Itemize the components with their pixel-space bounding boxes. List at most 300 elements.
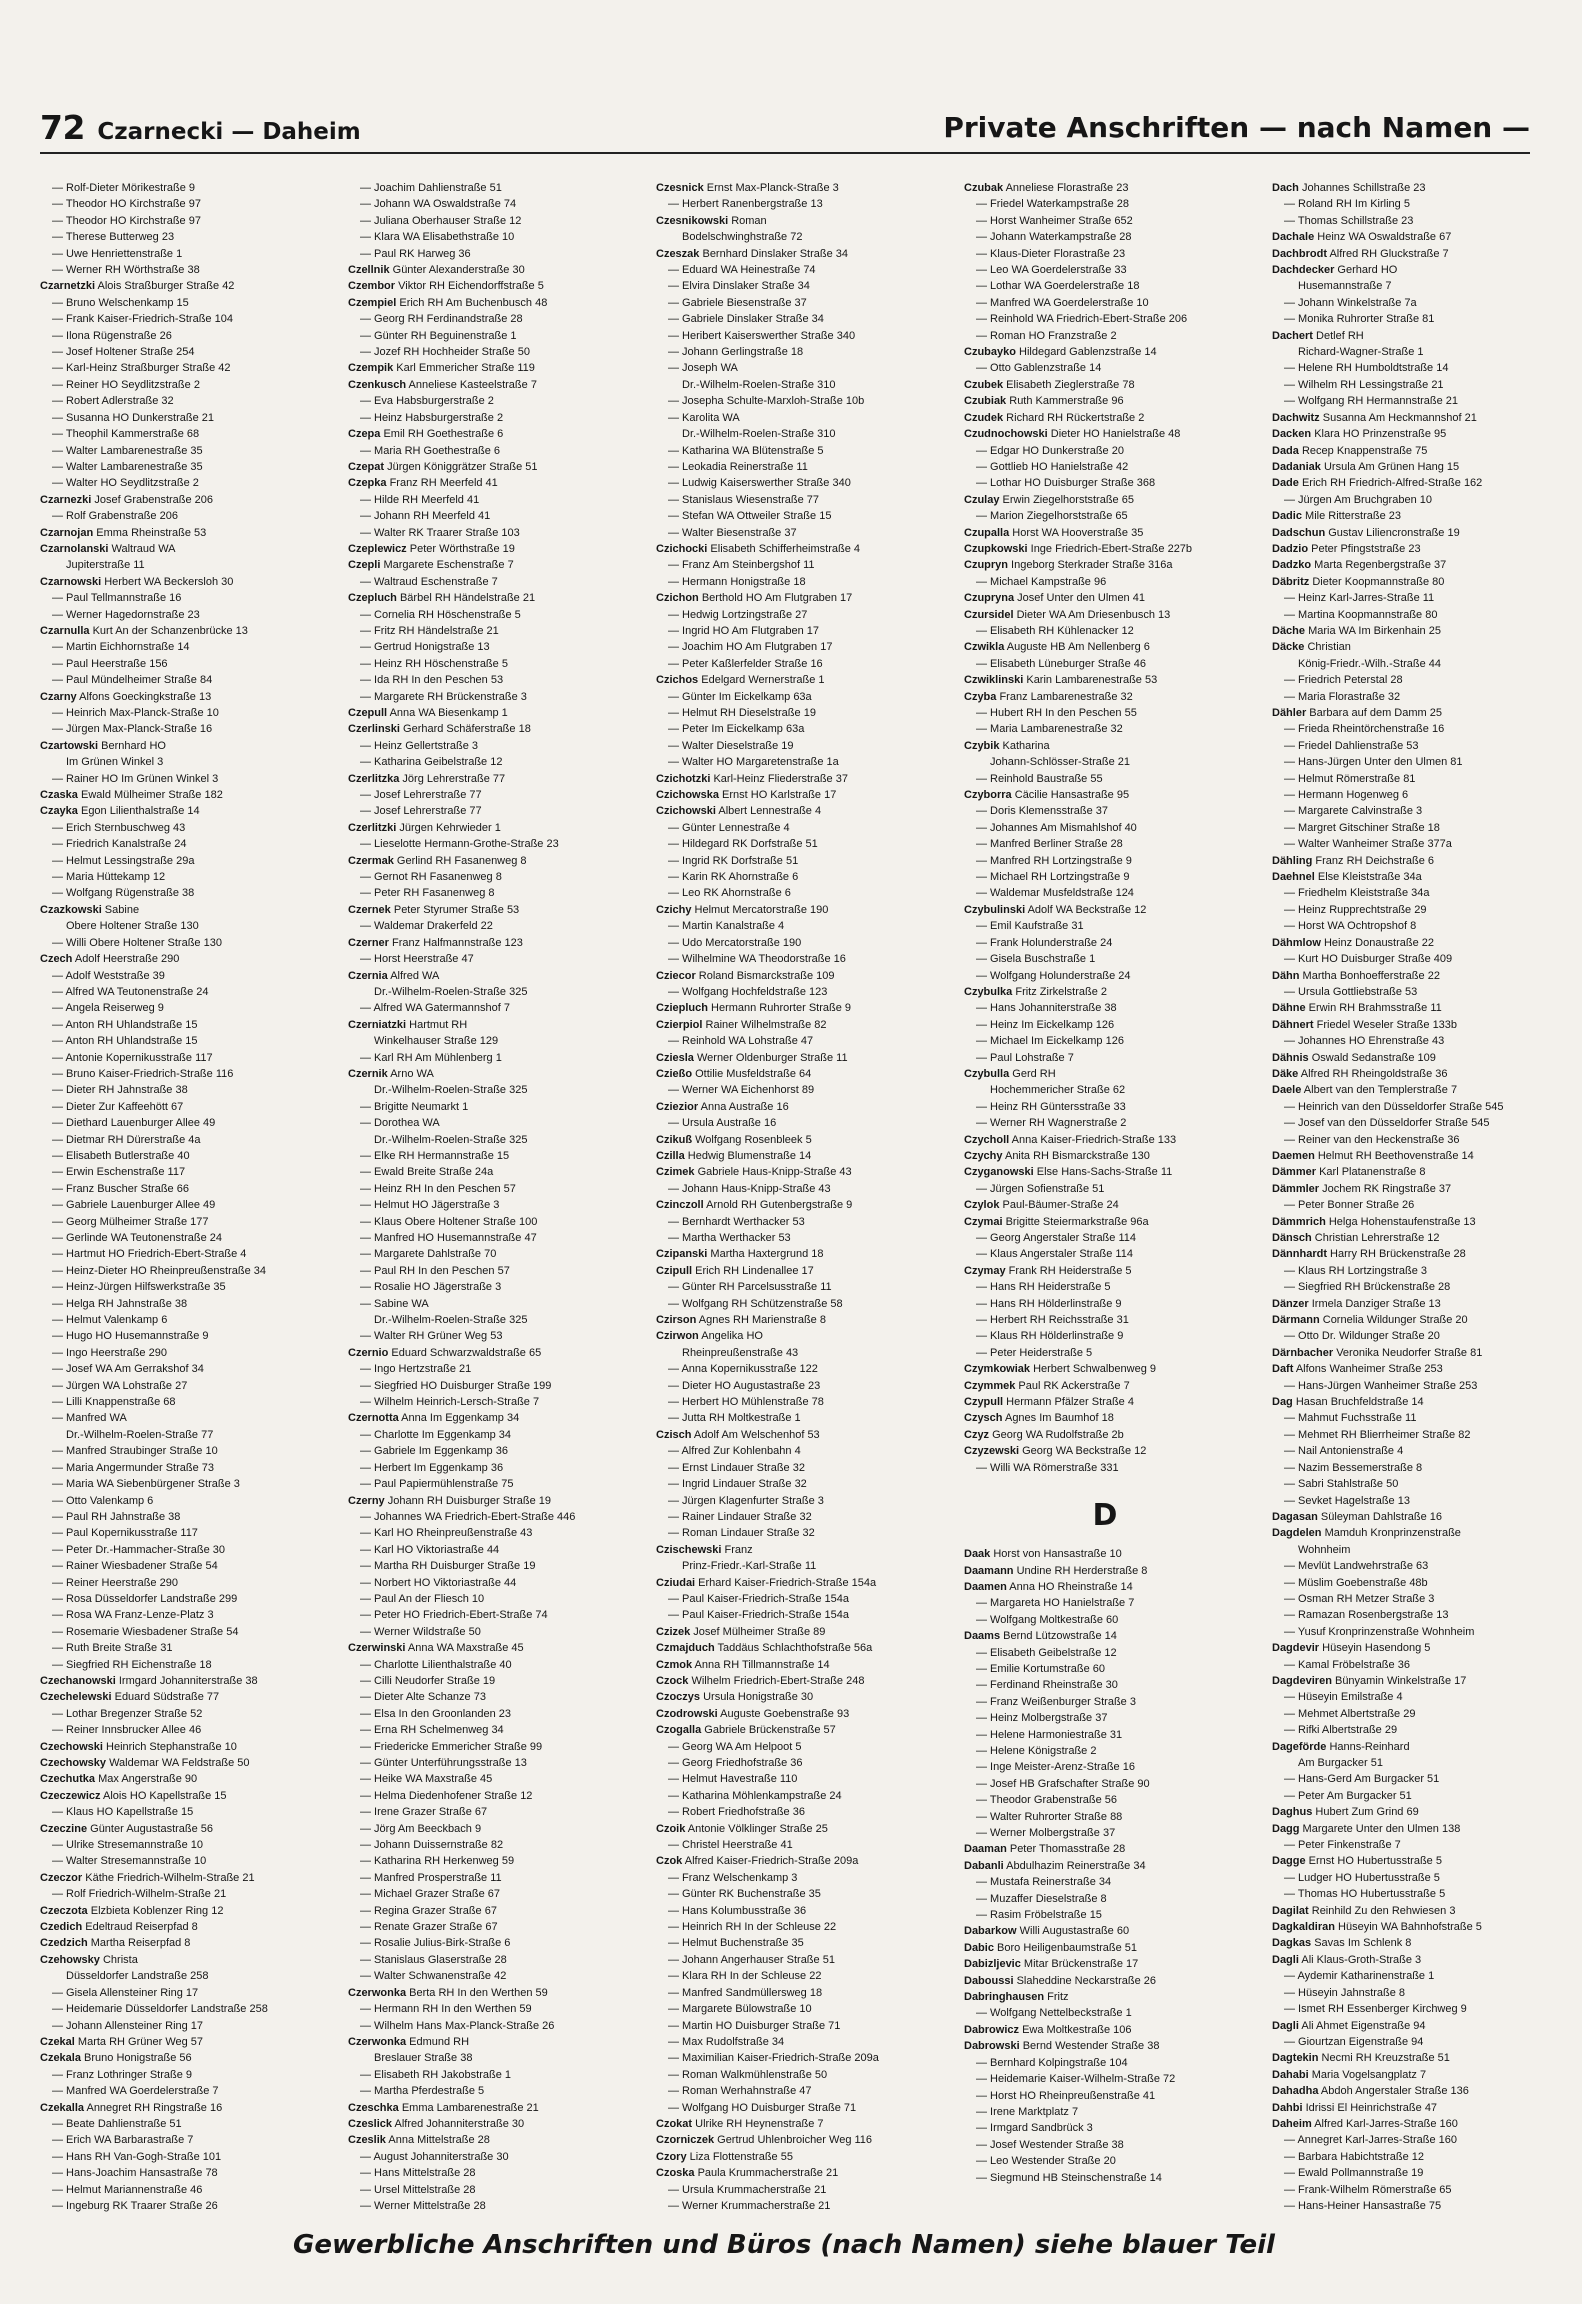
- directory-entry: — Hans-Heiner Hansastraße 75: [1284, 2199, 1442, 2212]
- directory-entry: — Gabriele Dinslaker Straße 34: [668, 313, 824, 326]
- directory-entry: — Stanislaus Glaserstraße 28: [360, 1953, 507, 1966]
- directory-entry: Daele Albert van den Templerstraße 7: [1272, 1084, 1458, 1097]
- directory-entry: Dadzio Peter Pfingststraße 23: [1272, 542, 1421, 555]
- directory-entry: Czenkusch Anneliese Kasteelstraße 7: [348, 378, 537, 391]
- directory-entry: — Heinrich RH In der Schleuse 22: [668, 1921, 837, 1934]
- directory-entry: Dabringhausen Fritz: [964, 1991, 1069, 2004]
- directory-entry: — Karolita WA: [668, 411, 740, 424]
- directory-entry: Dabic Boro Heiligenbaumstraße 51: [964, 1941, 1138, 1954]
- directory-entry: — Ulrike Stresemannstraße 10: [52, 1839, 203, 1852]
- directory-entry: — Anton RH Uhlandstraße 15: [52, 1018, 198, 1031]
- directory-entry: — Heidemarie Kaiser-Wilhelm-Straße 72: [976, 2073, 1176, 2086]
- directory-entry: — Maria Hüttekamp 12: [52, 871, 166, 884]
- directory-entry: Czerlitzka Jörg Lehrerstraße 77: [348, 772, 506, 785]
- directory-entry: Czekala Bruno Honigstraße 56: [40, 2052, 192, 2065]
- directory-entry: — Ingo Heerstraße 290: [52, 1346, 167, 1359]
- directory-entry: Dähne Erwin RH Brahmsstraße 11: [1272, 1002, 1442, 1015]
- directory-entry: — Thomas Schillstraße 23: [1284, 214, 1414, 227]
- header-rule: [40, 152, 1530, 154]
- directory-entry: — Martina Koopmannstraße 80: [1284, 608, 1438, 621]
- directory-entry: — Helga RH Jahnstraße 38: [52, 1297, 188, 1310]
- directory-entry: Czechowsky Waldemar WA Feldstraße 50: [40, 1757, 250, 1769]
- directory-entry: — Werner Mittelstraße 28: [360, 2199, 486, 2212]
- directory-entry: Czeslik Anna Mittelstraße 28: [348, 2134, 490, 2147]
- directory-entry: — Sevket Hagelstraße 13: [1284, 1494, 1410, 1507]
- directory-entry: — Werner RH Wagnerstraße 2: [976, 1117, 1127, 1130]
- directory-entry: — Alfred WA Teutonenstraße 24: [52, 985, 209, 998]
- entry-continuation: Dr.-Wilhelm-Roelen-Straße 325: [374, 985, 528, 998]
- directory-entry: — Werner Krummacherstraße 21: [668, 2199, 831, 2212]
- directory-entry: — Paul Tellmannstraße 16: [52, 592, 182, 605]
- directory-entry: Czylok Paul-Bäumer-Straße 24: [964, 1199, 1119, 1212]
- entry-continuation: Breslauer Straße 38: [374, 2052, 473, 2065]
- directory-entry: — Rolf-Dieter Mörikestraße 9: [52, 182, 196, 194]
- directory-entry: — Dieter RH Jahnstraße 38: [52, 1084, 188, 1097]
- directory-entry: Czokat Ulrike RH Heynenstraße 7: [656, 2117, 824, 2130]
- directory-entry: Czechutka Max Angerstraße 90: [40, 1773, 198, 1786]
- directory-entry: — Frank-Wilhelm Römerstraße 65: [1284, 2183, 1452, 2196]
- directory-entry: Czybulka Fritz Zirkelstraße 2: [964, 985, 1108, 998]
- directory-entry: — Johannes HO Ehrenstraße 43: [1284, 1035, 1445, 1048]
- directory-entry: — Willi Obere Holtener Straße 130: [52, 936, 222, 949]
- directory-entry: — Elisabeth RH Jakobstraße 1: [360, 2068, 512, 2081]
- directory-entry: — Hedwig Lortzingstraße 27: [668, 608, 808, 621]
- directory-entry: Czekalla Annegret RH Ringstraße 16: [40, 2101, 223, 2114]
- directory-entry: — Manfred WA: [52, 1412, 127, 1425]
- directory-entry: — Bernhard Kolpingstraße 104: [976, 2056, 1128, 2069]
- directory-entry: — Herbert HO Mühlenstraße 78: [668, 1396, 824, 1409]
- directory-entry: Czupryn Ingeborg Sterkrader Straße 316a: [964, 559, 1173, 572]
- directory-entry: — Heinz RH Güntersstraße 33: [976, 1100, 1126, 1113]
- directory-entry: — Edgar HO Dunkerstraße 20: [976, 444, 1124, 457]
- directory-entry: — Rainer Lindauer Straße 32: [668, 1510, 812, 1523]
- directory-entry: — Inge Meister-Arenz-Straße 16: [976, 1761, 1135, 1774]
- directory-entry: — Paul Kopernikusstraße 117: [52, 1527, 198, 1540]
- directory-entry: — Brigitte Neumarkt 1: [360, 1100, 469, 1113]
- directory-entry: Cziepluch Hermann Ruhrorter Straße 9: [656, 1002, 852, 1015]
- directory-entry: Dagg Margarete Unter den Ulmen 138: [1272, 1822, 1461, 1835]
- directory-entry: — Joachim Dahlienstraße 51: [360, 182, 502, 194]
- directory-entry: — Klara RH In der Schleuse 22: [668, 1970, 822, 1983]
- entry-continuation: Rheinpreußenstraße 43: [682, 1346, 799, 1359]
- directory-entry: — Leo Westender Straße 20: [976, 2155, 1116, 2168]
- directory-entry: Czerny Johann RH Duisburger Straße 19: [348, 1494, 551, 1507]
- page-header: [40, 108, 1530, 152]
- directory-entry: Dachbrodt Alfred RH Gluckstraße 7: [1272, 247, 1449, 260]
- directory-entry: — August Johanniterstraße 30: [360, 2150, 509, 2163]
- directory-entry: Czeplewicz Peter Wörthstraße 19: [348, 542, 515, 555]
- directory-entry: — Mustafa Reinerstraße 34: [976, 1876, 1112, 1889]
- directory-entry: — Helmut Valenkamp 6: [52, 1314, 168, 1327]
- directory-entry: Czarnezki Josef Grabenstraße 206: [40, 493, 214, 506]
- directory-entry: — Helmut Havestraße 110: [668, 1773, 798, 1786]
- directory-entry: — Heinz RH Höschenstraße 5: [360, 657, 508, 670]
- directory-entry: — Rainer Wiesbadener Straße 54: [52, 1560, 218, 1573]
- directory-entry: Czedich Edeltraud Reiserpfad 8: [40, 1921, 198, 1934]
- directory-entry: Dahbi Idrissi El Heinrichstraße 47: [1272, 2101, 1438, 2114]
- directory-entry: — Maximilian Kaiser-Friedrich-Straße 209a: [668, 2052, 879, 2065]
- directory-entry: — Hans-Joachim Hansastraße 78: [52, 2167, 218, 2180]
- directory-entry: — Horst Heerstraße 47: [360, 953, 474, 966]
- directory-entry: — Lothar Bregenzer Straße 52: [52, 1707, 203, 1720]
- directory-entry: Czesnikowski Roman: [656, 214, 767, 227]
- directory-entry: Czudnochowski Dieter HO Hanielstraße 48: [964, 428, 1181, 441]
- directory-entry: — Manfred WA Goerdelerstraße 10: [976, 296, 1149, 309]
- directory-entry: — Rasim Fröbelstraße 15: [976, 1909, 1102, 1922]
- directory-entry: Czikuß Wolfgang Rosenbleek 5: [656, 1133, 812, 1146]
- directory-entry: Czichowska Ernst HO Karlstraße 17: [656, 789, 837, 802]
- directory-entry: — Herbert RH Reichsstraße 31: [976, 1314, 1129, 1327]
- directory-entry: — Josef Lehrerstraße 77: [360, 789, 482, 802]
- directory-entry: Czypull Hermann Pfälzer Straße 4: [964, 1396, 1134, 1409]
- directory-entry: — Therese Butterweg 23: [52, 231, 175, 244]
- directory-entry: — Walter Wanheimer Straße 377a: [1284, 838, 1452, 851]
- directory-entry: — Gertrud Honigstraße 13: [360, 641, 490, 654]
- directory-entry: Dahabi Maria Vogelsangplatz 7: [1272, 2068, 1427, 2081]
- directory-entry: Czechanowski Irmgard Johanniterstraße 38: [40, 1674, 258, 1687]
- directory-entry: — Georg WA Am Helpoot 5: [668, 1740, 802, 1753]
- directory-entry: — Paul An der Fliesch 10: [360, 1592, 485, 1605]
- directory-entry: Dade Erich RH Friedrich-Alfred-Straße 162: [1272, 477, 1483, 490]
- directory-entry: — Georg Friedhofstraße 36: [668, 1757, 803, 1769]
- directory-entry: Dachert Detlef RH: [1272, 329, 1364, 342]
- directory-entry: — Johann RH Meerfeld 41: [360, 510, 491, 523]
- entry-continuation: Düsseldorfer Landstraße 258: [66, 1970, 209, 1983]
- directory-entry: — Peter Am Burgacker 51: [1284, 1789, 1412, 1802]
- directory-entry: — Roman Lindauer Straße 32: [668, 1527, 815, 1540]
- directory-entry: — Hilde RH Meerfeld 41: [360, 493, 480, 506]
- directory-entry: — Heinz-Jürgen Hilfswerkstraße 35: [52, 1281, 226, 1294]
- directory-entry: — Stefan WA Ottweiler Straße 15: [668, 510, 832, 523]
- directory-entry: — Paul RH Jahnstraße 38: [52, 1510, 181, 1523]
- directory-entry: — Friedel Waterkampstraße 28: [976, 198, 1130, 211]
- directory-entry: — Michael Kampstraße 96: [976, 575, 1107, 588]
- directory-entry: — Elsa In den Groonlanden 23: [360, 1707, 512, 1720]
- directory-entry: — Paul RK Harweg 36: [360, 247, 471, 260]
- directory-entry: Czorniczek Gertrud Uhlenbroicher Weg 116: [656, 2134, 873, 2147]
- directory-entry: — Friedrich Kanalstraße 24: [52, 838, 187, 851]
- directory-entry: — Juliana Oberhauser Straße 12: [360, 214, 522, 227]
- directory-entry: — Rosa WA Franz-Lenze-Platz 3: [52, 1609, 214, 1622]
- directory-entry: — Max Rudolfstraße 34: [668, 2035, 785, 2048]
- directory-entry: Daamann Undine RH Herderstraße 8: [964, 1564, 1148, 1577]
- directory-entry: — Georg Mülheimer Straße 177: [52, 1215, 209, 1228]
- directory-entry: — Irene Grazer Straße 67: [360, 1806, 488, 1819]
- directory-entry: Czoczys Ursula Honigstraße 30: [656, 1691, 814, 1704]
- directory-entry: Czyborra Cäcilie Hansastraße 95: [964, 789, 1130, 802]
- directory-entry: — Günter RH Parcelsusstraße 11: [668, 1281, 832, 1294]
- directory-entry: Czernik Arno WA: [348, 1067, 434, 1080]
- directory-entry: — Gabriele Lauenburger Allee 49: [52, 1199, 216, 1212]
- directory-entry: — Frank Kaiser-Friedrich-Straße 104: [52, 313, 233, 326]
- directory-entry: — Heinz Molbergstraße 37: [976, 1712, 1108, 1725]
- directory-entry: — Yusuf Kronprinzenstraße Wohnheim: [1284, 1625, 1475, 1638]
- directory-entry: — Ingo Hertzstraße 21: [360, 1363, 472, 1376]
- directory-entry: Czudek Richard RH Rückertstraße 2: [964, 411, 1145, 424]
- directory-entry: Däke Alfred RH Rheingoldstraße 36: [1272, 1067, 1448, 1080]
- directory-entry: — Beate Dahlienstraße 51: [52, 2117, 182, 2130]
- directory-entry: — Wolfgang Nettelbeckstraße 1: [976, 2007, 1132, 2020]
- directory-entry: — Alfred Zur Kohlenbahn 4: [668, 1445, 801, 1458]
- directory-entry: — Jürgen Max-Planck-Straße 16: [52, 723, 213, 736]
- entry-continuation: König-Friedr.-Wilh.-Straße 44: [1298, 657, 1442, 670]
- directory-entry: — Peter Kaßlerfelder Straße 16: [668, 657, 823, 670]
- directory-entry: — Cilli Neudorfer Straße 19: [360, 1674, 496, 1687]
- directory-entry: Czirwon Angelika HO: [656, 1330, 763, 1343]
- directory-entry: Czerlinski Gerhard Schäferstraße 18: [348, 723, 531, 736]
- directory-entry: Daemen Helmut RH Beethovenstraße 14: [1272, 1149, 1474, 1162]
- entry-continuation: Dr.-Wilhelm-Roelen-Straße 325: [374, 1314, 528, 1327]
- directory-entry: — Johann Haus-Knipp-Straße 43: [668, 1182, 831, 1195]
- directory-entry: — Antonie Kopernikusstraße 117: [52, 1051, 213, 1064]
- directory-entry: Dach Johannes Schillstraße 23: [1272, 182, 1426, 194]
- directory-entry: — Karl RH Am Mühlenberg 1: [360, 1051, 502, 1064]
- directory-entry: — Manfred WA Goerdelerstraße 7: [52, 2085, 219, 2098]
- section-letter: D: [1092, 1498, 1118, 1534]
- directory-entry: — Bruno Welschenkamp 15: [52, 296, 189, 309]
- directory-entry: — Wilhelm RH Lessingstraße 21: [1284, 378, 1444, 391]
- directory-entry: — Paul Mündelheimer Straße 84: [52, 674, 213, 687]
- directory-entry: — Peter HO Friedrich-Ebert-Straße 74: [360, 1609, 548, 1622]
- directory-entry: — Walter Lambarenestraße 35: [52, 444, 203, 457]
- directory-entry: Czarnulla Kurt An der Schanzenbrücke 13: [40, 624, 248, 637]
- directory-entry: — Katharina RH Herkenweg 59: [360, 1855, 515, 1868]
- directory-entry: Czwikla Auguste HB Am Nellenberg 6: [964, 641, 1150, 654]
- directory-entry: — Erich Sternbuschweg 43: [52, 821, 186, 834]
- directory-entry: Czepli Margarete Eschenstraße 7: [348, 559, 514, 572]
- directory-entry: — Manfred RH Lortzingstraße 9: [976, 854, 1132, 867]
- directory-entry: Czupryna Josef Unter den Ulmen 41: [964, 592, 1145, 605]
- directory-entry: — Ursula Austraße 16: [668, 1117, 777, 1130]
- directory-entry: — Johann Angerhauser Straße 51: [668, 1953, 835, 1966]
- directory-entry: Dada Recep Knappenstraße 75: [1272, 444, 1428, 457]
- directory-entry: Czeczor Käthe Friedrich-Wilhelm-Straße 21: [40, 1871, 255, 1884]
- directory-entry: Dachdecker Gerhard HO: [1272, 264, 1398, 277]
- directory-entry: Czech Adolf Heerstraße 290: [40, 953, 180, 966]
- directory-entry: Czodrowski Auguste Goebenstraße 93: [656, 1707, 850, 1720]
- directory-entry: — Franz Buscher Straße 66: [52, 1182, 189, 1195]
- directory-entry: — Ludwig Kaiserswerther Straße 340: [668, 477, 851, 490]
- directory-entry: — Mevlüt Landwehrstraße 63: [1284, 1560, 1429, 1573]
- directory-entry: — Helmut Römerstraße 81: [1284, 772, 1416, 785]
- directory-entry: — Willi WA Römerstraße 331: [976, 1461, 1119, 1474]
- directory-entry: Czwiklinski Karin Lambarenestraße 53: [964, 674, 1158, 687]
- directory-entry: Czyganowski Else Hans-Sachs-Straße 11: [964, 1166, 1173, 1179]
- directory-entry: — Walter Ruhrorter Straße 88: [976, 1810, 1123, 1823]
- entry-continuation: Am Burgacker 51: [1298, 1757, 1383, 1769]
- directory-entry: Czirson Agnes RH Marienstraße 8: [656, 1314, 826, 1327]
- directory-entry: — Herbert Im Eggenkamp 36: [360, 1461, 504, 1474]
- directory-columns: [40, 180, 1548, 2212]
- directory-entry: — Emilie Kortumstraße 60: [976, 1662, 1105, 1675]
- directory-entry: Dämmler Jochem RK Ringstraße 37: [1272, 1182, 1452, 1195]
- directory-entry: — Heinz Im Eickelkamp 126: [976, 1018, 1115, 1031]
- directory-entry: — Michael RH Lortzingstraße 9: [976, 871, 1130, 884]
- directory-entry: Dagilat Reinhild Zu den Rehwiesen 3: [1272, 1904, 1456, 1917]
- directory-entry: — Katharina Geibelstraße 12: [360, 756, 503, 769]
- directory-entry: Dabrowski Bernd Westender Straße 38: [964, 2040, 1160, 2053]
- directory-entry: — Helmut HO Jägerstraße 3: [360, 1199, 500, 1212]
- directory-entry: — Walter Lambarenestraße 35: [52, 460, 203, 473]
- directory-entry: — Marion Ziegelhorststraße 65: [976, 510, 1128, 523]
- directory-entry: — Hugo HO Husemannstraße 9: [52, 1330, 209, 1343]
- directory-entry: — Uwe Henriettenstraße 1: [52, 247, 183, 260]
- directory-entry: — Lothar HO Duisburger Straße 368: [976, 477, 1156, 490]
- directory-entry: Czysch Agnes Im Baumhof 18: [964, 1412, 1114, 1425]
- entry-continuation: Jupiterstraße 11: [66, 559, 145, 572]
- directory-entry: — Wolfgang HO Duisburger Straße 71: [668, 2101, 857, 2114]
- directory-entry: — Peter Dr.-Hammacher-Straße 30: [52, 1543, 225, 1556]
- directory-entry: — Ingrid RK Dorfstraße 51: [668, 854, 799, 867]
- directory-entry: — Margareta HO Hanielstraße 7: [976, 1597, 1135, 1610]
- directory-entry: — Josef Holtener Straße 254: [52, 346, 195, 359]
- directory-entry: Däbritz Dieter Koopmannstraße 80: [1272, 575, 1445, 588]
- directory-entry: Czischewski Franz: [656, 1543, 753, 1556]
- directory-entry: — Ingeburg RK Traarer Straße 26: [52, 2199, 218, 2212]
- directory-entry: — Bernhardt Werthacker 53: [668, 1215, 805, 1228]
- directory-entry: Dagkaldiran Hüseyin WA Bahnhofstraße 5: [1272, 1921, 1482, 1934]
- directory-entry: — Heinz Habsburgerstraße 2: [360, 411, 504, 424]
- directory-entry: — Mehmet RH Blierrheimer Straße 82: [1284, 1428, 1471, 1441]
- directory-entry: Czisch Adolf Am Welschenhof 53: [656, 1428, 820, 1441]
- directory-entry: Dadschun Gustav Liliencronstraße 19: [1272, 526, 1460, 539]
- entry-continuation: Dr.-Wilhelm-Roelen-Straße 325: [374, 1133, 528, 1146]
- directory-entry: — Georg RH Ferdinandstraße 28: [360, 313, 523, 326]
- directory-entry: — Peter RH Fasanenweg 8: [360, 887, 495, 900]
- directory-entry: — Rolf Friedrich-Wilhelm-Straße 21: [52, 1888, 227, 1901]
- directory-entry: — Regina Grazer Straße 67: [360, 1904, 497, 1917]
- directory-entry: Daams Bernd Lützowstraße 14: [964, 1630, 1117, 1643]
- directory-entry: — Walter RH Grüner Weg 53: [360, 1330, 503, 1343]
- directory-entry: — Günter Unterführungsstraße 13: [360, 1757, 527, 1769]
- directory-entry: — Waldemar Drakerfeld 22: [360, 920, 493, 933]
- directory-entry: — Paul Lohstraße 7: [976, 1051, 1074, 1064]
- directory-entry: Czarnowski Herbert WA Beckersloh 30: [40, 575, 234, 588]
- directory-entry: — Ursula Krummacherstraße 21: [668, 2183, 827, 2196]
- directory-entry: — Franz Am Steinbergshof 11: [668, 559, 815, 572]
- directory-entry: Daamen Anna HO Rheinstraße 14: [964, 1580, 1133, 1593]
- directory-entry: Dagli Ali Klaus-Groth-Straße 3: [1272, 1953, 1422, 1966]
- directory-entry: — Rosa Düsseldorfer Landstraße 299: [52, 1592, 238, 1605]
- directory-entry: — Ursel Mittelstraße 28: [360, 2183, 476, 2196]
- directory-entry: — Werner WA Eichenhorst 89: [668, 1084, 815, 1097]
- directory-entry: Czubak Anneliese Florastraße 23: [964, 182, 1129, 194]
- directory-entry: — Klaus RH Lortzingstraße 3: [1284, 1264, 1428, 1277]
- directory-entry: — Margarete Calvinstraße 3: [1284, 805, 1423, 818]
- directory-entry: — Joachim HO Am Flutgraben 17: [668, 641, 833, 654]
- directory-entry: Czerwonka Berta RH In den Werthen 59: [348, 1986, 548, 1999]
- directory-entry: — Ida RH In den Peschen 53: [360, 674, 504, 687]
- directory-entry: — Rolf Grabenstraße 206: [52, 510, 178, 523]
- directory-entry: Czeczota Elzbieta Koblenzer Ring 12: [40, 1904, 224, 1917]
- directory-entry: — Wolfgang Hochfeldstraße 123: [668, 985, 828, 998]
- directory-entry: Czeczewicz Alois HO Kapellstraße 15: [40, 1789, 227, 1802]
- directory-entry: — Waltraud Eschenstraße 7: [360, 575, 498, 588]
- directory-entry: — Helene Harmoniestraße 31: [976, 1728, 1123, 1741]
- directory-entry: — Peter Finkenstraße 7: [1284, 1839, 1401, 1852]
- directory-entry: — Martin HO Duisburger Straße 71: [668, 2019, 841, 2032]
- directory-entry: — Leokadia Reinerstraße 11: [668, 460, 808, 473]
- directory-entry: — Reiner HO Seydlitzstraße 2: [52, 378, 200, 391]
- directory-entry: — Reinhold WA Lohstraße 47: [668, 1035, 814, 1048]
- directory-entry: Czembor Viktor RH Eichendorffstraße 5: [348, 280, 544, 293]
- directory-entry: — Hermann Hogenweg 6: [1284, 789, 1409, 802]
- directory-entry: Czermak Gerlind RH Fasanenweg 8: [348, 854, 527, 867]
- directory-entry: — Aydemir Katharinenstraße 1: [1284, 1970, 1435, 1983]
- directory-entry: — Günter RH Beguinenstraße 1: [360, 329, 517, 342]
- directory-entry: Dadic Mile Ritterstraße 23: [1272, 510, 1401, 523]
- directory-entry: — Josef van den Düsseldorfer Straße 545: [1284, 1117, 1490, 1130]
- directory-entry: — Helmut RH Dieselstraße 19: [668, 707, 816, 719]
- directory-entry: — Margarete Bülowstraße 10: [668, 2003, 812, 2016]
- directory-entry: — Charlotte Im Eggenkamp 34: [360, 1428, 512, 1441]
- directory-entry: Dag Hasan Bruchfeldstraße 14: [1272, 1396, 1424, 1409]
- directory-entry: Cziesla Werner Oldenburger Straße 11: [656, 1051, 848, 1064]
- directory-entry: — Manfred Sandmüllersweg 18: [668, 1986, 823, 1999]
- directory-entry: Czyba Franz Lambarenestraße 32: [964, 690, 1133, 703]
- directory-entry: — Josepha Schulte-Marxloh-Straße 10b: [668, 395, 865, 408]
- directory-entry: Czernio Eduard Schwarzwaldstraße 65: [348, 1346, 542, 1359]
- directory-entry: Czyz Georg WA Rudolfstraße 2b: [964, 1428, 1124, 1441]
- directory-entry: — Reiner Innsbrucker Allee 46: [52, 1724, 202, 1737]
- directory-entry: Dabanli Abdulhazim Reinerstraße 34: [964, 1859, 1146, 1872]
- directory-entry: Czory Liza Flottenstraße 55: [656, 2150, 793, 2163]
- directory-entry: — Jozef RH Hochheider Straße 50: [360, 346, 530, 359]
- directory-entry: — Manfred HO Husemannstraße 47: [360, 1232, 537, 1244]
- directory-entry: — Katharina Möhlenkampstraße 24: [668, 1789, 842, 1802]
- directory-entry: — Jutta RH Moltkestraße 1: [668, 1412, 801, 1425]
- directory-entry: Czazkowski Sabine: [40, 903, 140, 916]
- directory-entry: — Margarete RH Brückenstraße 3: [360, 690, 527, 703]
- directory-entry: — Reiner Heerstraße 290: [52, 1576, 178, 1589]
- directory-entry: — Martin Eichhornstraße 14: [52, 641, 190, 654]
- directory-entry: Dachwitz Susanna Am Heckmannshof 21: [1272, 411, 1477, 424]
- directory-entry: — Walter Biesenstraße 37: [668, 526, 797, 539]
- directory-entry: — Lieselotte Hermann-Grothe-Straße 23: [360, 838, 559, 851]
- directory-entry: Dagdevir Hüseyin Hasendong 5: [1272, 1642, 1431, 1655]
- directory-entry: — Hans Kolumbusstraße 36: [668, 1904, 807, 1917]
- directory-entry: — Sabine WA: [360, 1297, 429, 1310]
- directory-entry: — Helma Diedenhofener Straße 12: [360, 1789, 533, 1802]
- directory-entry: — Johann Waterkampstraße 28: [976, 231, 1132, 244]
- directory-entry: — Ernst Lindauer Straße 32: [668, 1461, 805, 1474]
- directory-entry: Czymmek Paul RK Ackerstraße 7: [964, 1379, 1130, 1392]
- directory-entry: — Reiner van den Heckenstraße 36: [1284, 1133, 1460, 1146]
- directory-entry: — Maria WA Siebenbürgener Straße 3: [52, 1478, 240, 1491]
- directory-entry: Czartowski Bernhard HO: [40, 739, 166, 752]
- directory-entry: — Jürgen Klagenfurter Straße 3: [668, 1494, 824, 1507]
- directory-entry: Cziudai Erhard Kaiser-Friedrich-Straße 154a: [656, 1576, 877, 1589]
- directory-entry: Dahadha Abdoh Angerstaler Straße 136: [1272, 2085, 1469, 2098]
- directory-entry: — Martha RH Duisburger Straße 19: [360, 1560, 536, 1573]
- directory-entry: Dabizljevic Mitar Brückenstraße 17: [964, 1958, 1139, 1971]
- entry-continuation: Hochemmericher Straße 62: [990, 1084, 1126, 1097]
- directory-entry: Czekal Marta RH Grüner Weg 57: [40, 2035, 204, 2048]
- directory-entry: — Horst HO Rheinpreußenstraße 41: [976, 2089, 1156, 2102]
- directory-entry: — Karin RK Ahornstraße 6: [668, 871, 799, 884]
- directory-entry: — Elisabeth RH Kühlenacker 12: [976, 624, 1134, 637]
- directory-entry: — Hans-Jürgen Unter den Ulmen 81: [1284, 756, 1463, 769]
- directory-entry: Czechelewski Eduard Südstraße 77: [40, 1691, 220, 1704]
- directory-entry: — Leo RK Ahornstraße 6: [668, 887, 791, 900]
- directory-entry: Czepluch Bärbel RH Händelstraße 21: [348, 592, 536, 605]
- directory-entry: Czichos Edelgard Wernerstraße 1: [656, 674, 825, 687]
- directory-entry: — Hans-Jürgen Wanheimer Straße 253: [1284, 1379, 1478, 1392]
- directory-entry: Czernotta Anna Im Eggenkamp 34: [348, 1412, 520, 1425]
- directory-entry: Dageförde Hanns-Reinhard: [1272, 1740, 1410, 1753]
- directory-entry: — Dieter HO Augustastraße 23: [668, 1379, 821, 1392]
- directory-entry: — Christel Heerstraße 41: [668, 1839, 793, 1852]
